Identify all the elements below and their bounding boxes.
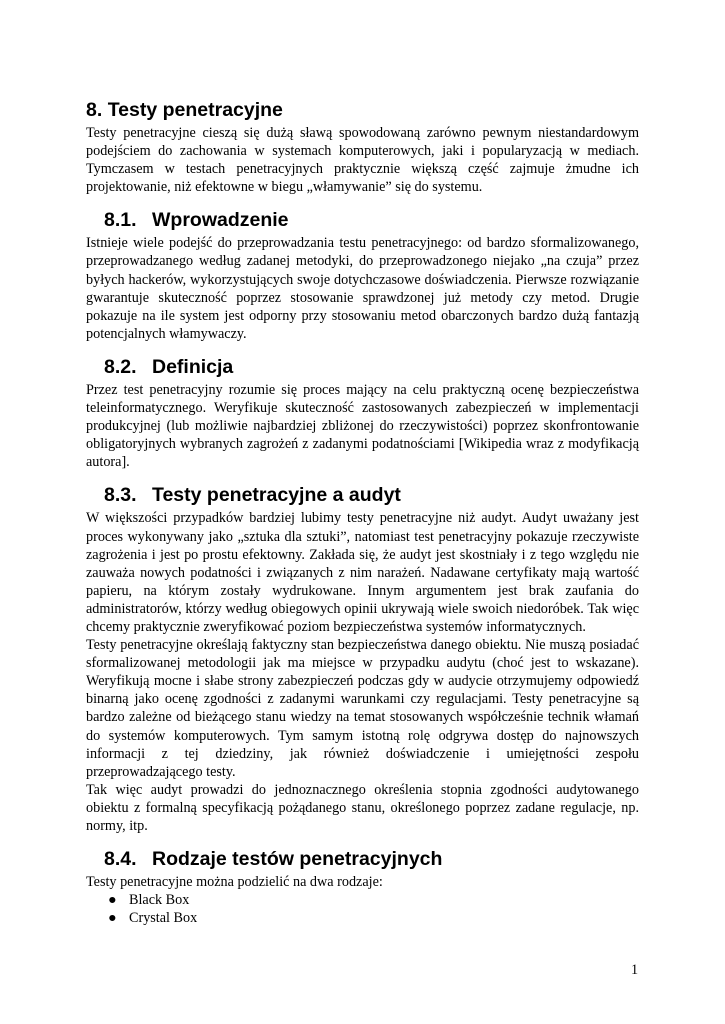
paragraph: Testy penetracyjne można podzielić na dwa rodzaje: — [86, 874, 383, 891]
paragraph: Istnieje wiele podejść do przeprowadzania testu penetracyjnego: od bardzo sformalizowanego, przeprowadzanego według zadanej metodyki, do przeprowadzonego niejako „na czuja” przez byłych hackerów, wykorzystujących swoje dotychczasowe doświadczenia. Pierwsze rozwiązanie gwarantuje skuteczność poprzez stosowanie sprawdzonej już metody czy metod. Drugie pokazuje na ile system jest odporny przy stosowaniu metod obarczonych bardzo dużą fantazją potencjalnych włamywaczy. — [86, 235, 639, 342]
section-title: Rodzaje testów penetracyjnych — [152, 848, 443, 871]
page-number: 1 — [631, 962, 639, 978]
bullet-icon: ● — [108, 892, 117, 909]
section-title: Wprowadzenie — [152, 209, 289, 232]
chapter-number: 8. — [86, 99, 103, 121]
test-types-list — [86, 891, 639, 927]
paragraph: Przez test penetracyjny rozumie się proces mający na celu praktyczną ocenę bezpieczeństwa teleinformatycznego. Weryfikuje skuteczność zastosowanych zabezpieczeń w implementacji produkcyjnej (lub możliwie najbardziej zbliżonej do rzeczywistości) poprzez skonfrontowanie obligatoryjnych wybranych zagrożeń z zadanymi podatnościami [Wikipedia wraz z modyfikacją autora]. — [86, 381, 639, 471]
section-title: Definicja — [152, 355, 234, 378]
chapter-intro-paragraph: Testy penetracyjne cieszą się dużą sławą spowodowaną zarówno pewnym niestandardowym podejściem do zachowania w systemach komputerowych, jaki i popularyzacją w mediach. Tymczasem w testach penetracyjnych praktycznie większą część zajmuje żmudne ich projektowanie, niż efektowne w biegu „włamywanie” się do systemu. — [86, 125, 639, 196]
section-heading-audit — [86, 483, 639, 507]
section-number: 8.4. — [104, 848, 137, 871]
section-heading-introduction — [86, 208, 639, 232]
list-item — [86, 909, 639, 927]
bullet-icon: ● — [108, 910, 117, 927]
list-item-text: Crystal Box — [129, 910, 198, 927]
paragraph: W większości przypadków bardziej lubimy testy penetracyjne niż audyt. Audyt uważany jest proces wykonywany jako „sztuka dla sztuki”, natomiast test penetracyjny pokazuje rzeczywiste zagrożenia i jest po prostu efektowny. Zakłada się, że audyt jest skostniały i z tego względu nie zauważa nowych podatności i związanych z nim narażeń. Nadawane certyfikaty mają wartość papieru, na którym zostały wydrukowane. Innym argumentem jest brak zaufania do administratorów, którzy według obiegowych opinii ukrywają wiele swoich niedoróbek. Tak więc chcemy praktycznie zweryfikować poziom bezpieczeństwa systemów informatycznych. — [86, 510, 639, 635]
section-number: 8.3. — [104, 484, 137, 507]
paragraph: Testy penetracyjne określają faktyczny stan bezpieczeństwa danego obiektu. Nie muszą posiadać sformalizowanej metodologii jak ma miejsce w przypadku audytu (choć jest to wskazane). Weryfikują mocne i słabe strony zabezpieczeń podczas gdy w audycie otrzymujemy odpowiedź binarną jako ocenę zgodności z zadanymi warunkami czy regulacjami. Testy penetracyjne są bardzo zależne od bieżącego stanu wiedzy na temat stosowanych współcześnie technik włamań do systemów komputerowych. Tym samym istotną rolę odgrywa dostęp do najnowszych informacji z tej dziedziny, jak również doświadczenie i umiejętności zespołu przeprowadzającego testy. — [86, 637, 639, 780]
section-number: 8.2. — [104, 355, 137, 378]
chapter-title — [86, 98, 639, 122]
section-heading-definition — [86, 355, 639, 379]
section-title: Testy penetracyjne a audyt — [152, 484, 401, 507]
document-body — [86, 98, 639, 927]
section-heading-types — [86, 847, 639, 871]
list-item — [86, 891, 639, 909]
paragraph: Tak więc audyt prowadzi do jednoznacznego określenia stopnia zgodności audytowanego obiektu z formalną specyfikacją pożądanego stanu, określonego poprzez zadane regulacje, np. normy, itp. — [86, 781, 639, 834]
section-number: 8.1. — [104, 209, 137, 232]
chapter-title-text: Testy penetracyjne — [107, 99, 283, 121]
list-item-text: Black Box — [129, 892, 190, 909]
